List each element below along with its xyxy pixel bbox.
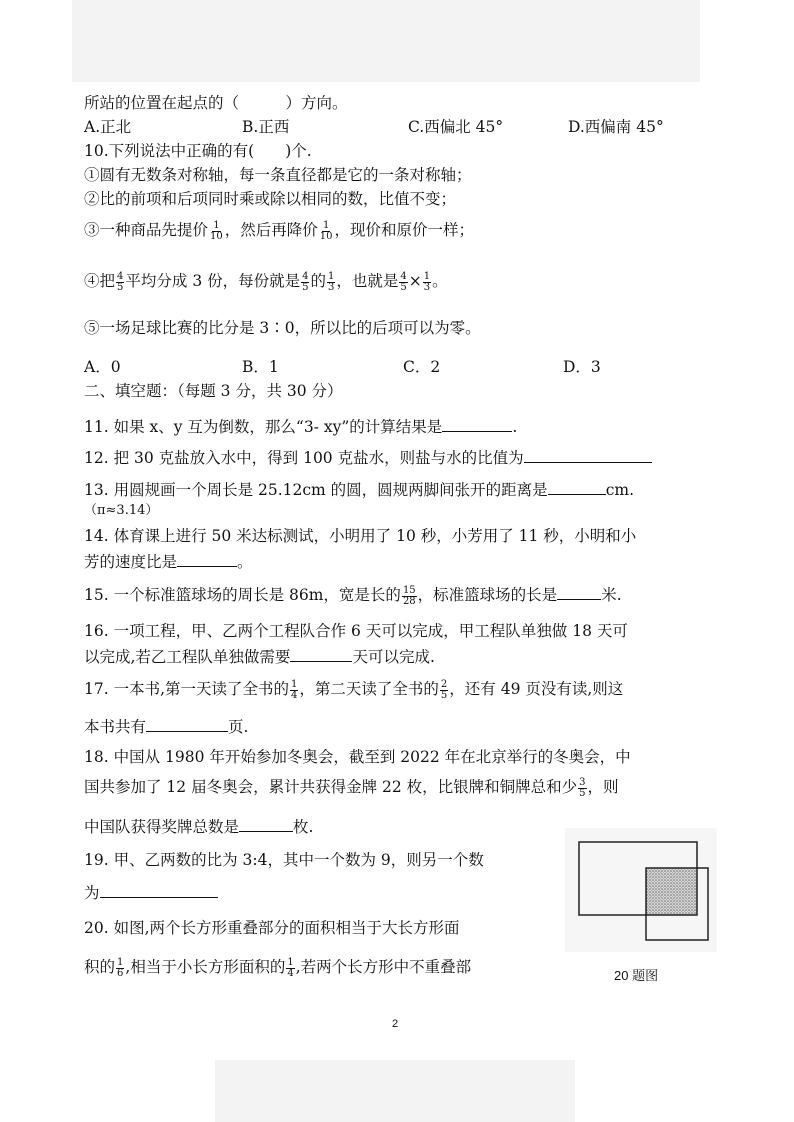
q10-statement-3 (84, 220, 474, 242)
q15-text-b: ，标准篮球场的长是 (417, 586, 558, 604)
q17-answer-blank[interactable] (146, 716, 228, 732)
fraction-1-10 (319, 221, 334, 242)
q13-unit: cm. (605, 481, 634, 499)
frac-numerator: 15 (402, 584, 416, 596)
q10-statement-4 (84, 271, 448, 293)
q17-text-a: 17. 一本书,第一天读了全书的 (84, 680, 290, 698)
q16-text-a: 以完成,若乙工程队单独做需要 (84, 648, 291, 666)
q10-option-a: A．0 (84, 358, 121, 376)
q10-statement-1: ①圆有无数条对称轴，每一条直径都是它的一条对称轴； (84, 166, 472, 184)
q16-text-b: 天可以完成. (352, 648, 435, 666)
q17-line2 (84, 716, 248, 737)
frac-denominator: 5 (440, 689, 448, 701)
overlap-rectangles-figure (565, 828, 717, 952)
q9-option-a: A.正北 (84, 118, 132, 136)
q15-text-a: 15. 一个标准篮球场的周长是 86m，宽是长的 (84, 586, 401, 604)
q20-line2 (84, 957, 471, 979)
frac-numerator: 3 (579, 776, 586, 788)
fraction-1-10 (209, 221, 224, 242)
q10-option-b: B．1 (242, 358, 279, 376)
fraction-1-3 (327, 272, 335, 293)
frac-denominator: 5 (302, 281, 309, 293)
scan-shadow-top (72, 0, 700, 82)
fraction-4-5 (116, 272, 124, 293)
fraction-1-4 (290, 680, 298, 701)
s4-text-f: 。 (432, 272, 448, 290)
q17-text-d: 本书共有 (84, 718, 147, 736)
frac-denominator: 5 (117, 281, 124, 293)
q14-text-b: 。 (237, 553, 253, 571)
fraction-3-5 (578, 778, 586, 799)
s4-text-a: ④把 (84, 272, 116, 290)
q19-text: 为 (84, 884, 100, 902)
q11 (84, 416, 517, 437)
frac-denominator: 5 (579, 787, 586, 799)
q13-line2: （π≈3.14） (84, 503, 159, 518)
q14-text-a: 芳的速度比是 (84, 553, 178, 571)
q20-text-a: 积的 (84, 958, 116, 976)
frac-denominator: 4 (291, 689, 298, 701)
q18-text-b: ，则 (587, 778, 619, 796)
q10-stem: 10.下列说法中正确的有( )个. (84, 142, 312, 160)
q16-line1: 16. 一项工程，甲、乙两个工程队合作 6 天可以完成，甲工程队单独做 18 天可 (84, 622, 628, 640)
q18-line2 (84, 777, 619, 799)
q14-line1: 14. 体育课上进行 50 米达标测试，小明用了 10 秒，小芳用了 11 秒，小明和小 (84, 527, 637, 545)
q10-option-c: C．2 (403, 358, 441, 376)
scan-shadow-bottom (215, 1060, 575, 1122)
q11-answer-blank[interactable] (442, 416, 512, 432)
q10-statement-5: ⑤一场足球比赛的比分是 3∶0，所以比的后项可以为零。 (84, 319, 481, 337)
q18-line1: 18. 中国从 1980 年开始参加冬奥会，截至到 2022 年在北京举行的冬奥会，中 (84, 748, 631, 766)
frac-denominator: 28 (402, 595, 416, 607)
q12-text: 12. 把 30 克盐放入水中，得到 100 克盐水，则盐与水的比值为 (84, 449, 524, 467)
q12-answer-blank[interactable] (524, 447, 652, 463)
q16-line2 (84, 646, 435, 667)
q16-answer-blank[interactable] (290, 646, 352, 662)
q15-text-c: 米. (601, 586, 622, 604)
s4-text-d: ，也就是 (336, 272, 399, 290)
q13 (84, 479, 634, 500)
figure-caption: 20 题图 (614, 968, 659, 983)
overlap-region (646, 868, 697, 915)
q18-answer-blank[interactable] (239, 816, 293, 832)
s4-text-c: 的 (310, 272, 326, 290)
q17-line1 (84, 679, 623, 701)
q20-text-c: ,若两个长方形中不重叠部 (295, 958, 472, 976)
q18-text-a: 国共参加了 12 届冬奥会，累计共获得金牌 22 枚，比银牌和铜牌总和少 (84, 778, 578, 796)
frac-denominator: 4 (287, 967, 294, 979)
frac-numerator: 1 (291, 678, 298, 690)
s3-text-b: ，然后再降价 (224, 221, 318, 239)
q10-statement-2: ②比的前项和后项同时乘或除以相同的数，比值不变； (84, 190, 457, 208)
s4-text-b: 平均分成 3 份，每份就是 (125, 272, 301, 290)
q20-text-b: ,相当于小长方形面积的 (125, 958, 286, 976)
s3-text-a: ③一种商品先提价 (84, 221, 209, 239)
q15 (84, 584, 622, 607)
frac-denominator: 10 (210, 230, 223, 242)
q14-answer-blank[interactable] (177, 551, 237, 567)
frac-numerator: 4 (302, 270, 309, 282)
q14-line2 (84, 551, 253, 572)
q10-option-d: D．3 (563, 358, 601, 376)
q19-answer-blank[interactable] (100, 882, 218, 898)
frac-numerator: 1 (117, 956, 124, 968)
frac-denominator: 3 (328, 281, 335, 293)
q11-end: . (512, 418, 518, 436)
q9-option-d: D.西偏南 45° (568, 118, 664, 136)
q19-line1: 19. 甲、乙两数的比为 3:4，其中一个数为 9，则另一个数 (84, 851, 484, 869)
frac-numerator: 1 (213, 219, 220, 231)
frac-denominator: 3 (423, 281, 431, 293)
frac-numerator: 4 (400, 270, 407, 282)
q18-text-c: 中国队获得奖牌总数是 (84, 818, 240, 836)
fraction-2-5 (440, 680, 448, 701)
fraction-4-5 (399, 272, 407, 293)
q17-text-e: 页. (228, 718, 249, 736)
frac-numerator: 1 (322, 219, 330, 231)
fraction-1-4 (286, 958, 294, 979)
q15-answer-blank[interactable] (557, 584, 601, 600)
q19-line2 (84, 882, 218, 903)
q9-option-c: C.西偏北 45° (408, 118, 504, 136)
q17-text-c: ，还有 49 页没有读,则这 (449, 680, 624, 698)
frac-numerator: 1 (423, 270, 431, 282)
q11-text: 11. 如果 x、y 互为倒数，那么“3- xy”的计算结果是 (84, 418, 443, 436)
page-number: 2 (392, 1018, 399, 1030)
fraction-4-5 (301, 272, 309, 293)
fraction-1-6 (116, 958, 124, 979)
q17-text-b: ，第二天读了全书的 (299, 680, 439, 698)
q12 (84, 447, 652, 468)
times-sign: × (408, 272, 422, 290)
s3-text-c: ，现价和原价一样； (334, 221, 475, 239)
q13-text: 13. 用圆规画一个周长是 25.12cm 的圆，圆规两脚间张开的距离是 (84, 481, 548, 499)
q18-line3 (84, 816, 313, 837)
frac-denominator: 6 (117, 967, 124, 979)
q18-text-d: 枚. (293, 818, 314, 836)
frac-denominator: 10 (319, 230, 333, 242)
q20-line1: 20. 如图,两个长方形重叠部分的面积相当于大长方形面 (84, 919, 460, 937)
frac-numerator: 1 (287, 956, 294, 968)
fraction-1-3 (423, 272, 431, 293)
frac-numerator: 2 (440, 678, 448, 690)
q13-answer-blank[interactable] (548, 479, 606, 495)
fraction-15-28 (402, 586, 417, 607)
frac-denominator: 5 (400, 281, 407, 293)
q9-option-b: B.正西 (242, 118, 290, 136)
frac-numerator: 4 (117, 270, 124, 282)
frac-numerator: 1 (328, 270, 335, 282)
section-heading: 二、填空题：（每题 3 分，共 30 分） (84, 382, 343, 400)
q9-stem-tail: 所站的位置在起点的（ ）方向。 (84, 94, 348, 112)
